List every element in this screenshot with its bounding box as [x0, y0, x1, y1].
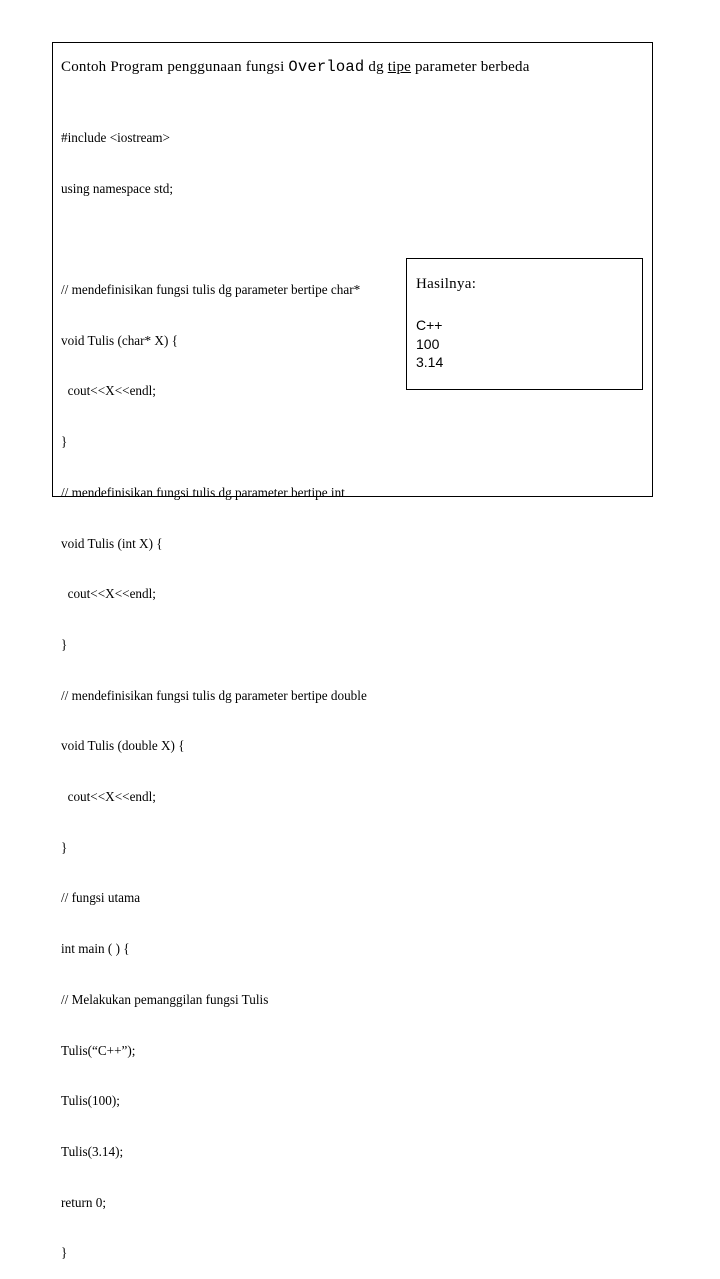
code-line: return 0; [61, 1194, 107, 1210]
code-line: void Tulis (double X) { [61, 738, 185, 754]
code-line: } [61, 636, 68, 652]
code-line: cout<<X<<endl; [61, 586, 156, 602]
code-line: #include <iostream> [61, 129, 170, 145]
result-line: C++ [416, 317, 443, 333]
title-suffix: parameter berbeda [414, 59, 530, 75]
title-prefix: Contoh Program penggunaan fungsi [61, 59, 285, 75]
code-line: cout<<X<<endl; [61, 383, 156, 399]
code-line: int main ( ) { [61, 941, 130, 957]
code-line: // mendefinisikan fungsi tulis dg parameter bertipe int [61, 484, 345, 500]
code-line: } [61, 434, 68, 450]
result-line: 3.14 [416, 354, 444, 370]
code-line: } [61, 1245, 68, 1261]
code-line: void Tulis (int X) { [61, 535, 163, 551]
code-line: cout<<X<<endl; [61, 789, 156, 805]
code-line: Tulis(100); [61, 1093, 120, 1109]
result-output [416, 316, 443, 372]
result-title: Hasilnya: [416, 276, 477, 292]
code-gap [61, 231, 367, 248]
code-line: } [61, 839, 68, 855]
code-line: Tulis(3.14); [61, 1143, 124, 1159]
result-line: 100 [416, 335, 440, 352]
title-underlined: tipe [387, 59, 412, 75]
title-keyword: Overload [288, 58, 365, 76]
code-line: Tulis(“C++”); [61, 1042, 136, 1058]
code-line: // Melakukan pemanggilan fungsi Tulis [61, 991, 269, 1007]
page-title [61, 58, 530, 76]
code-line: // mendefinisikan fungsi tulis dg parameter bertipe double [61, 687, 367, 703]
code-line: // fungsi utama [61, 890, 141, 906]
code-line: using namespace std; [61, 180, 174, 196]
title-mid: dg [368, 59, 384, 75]
code-line: // mendefinisikan fungsi tulis dg parameter bertipe char* [61, 282, 361, 298]
code-line: void Tulis (char* X) { [61, 332, 178, 348]
code-listing [61, 96, 367, 1279]
